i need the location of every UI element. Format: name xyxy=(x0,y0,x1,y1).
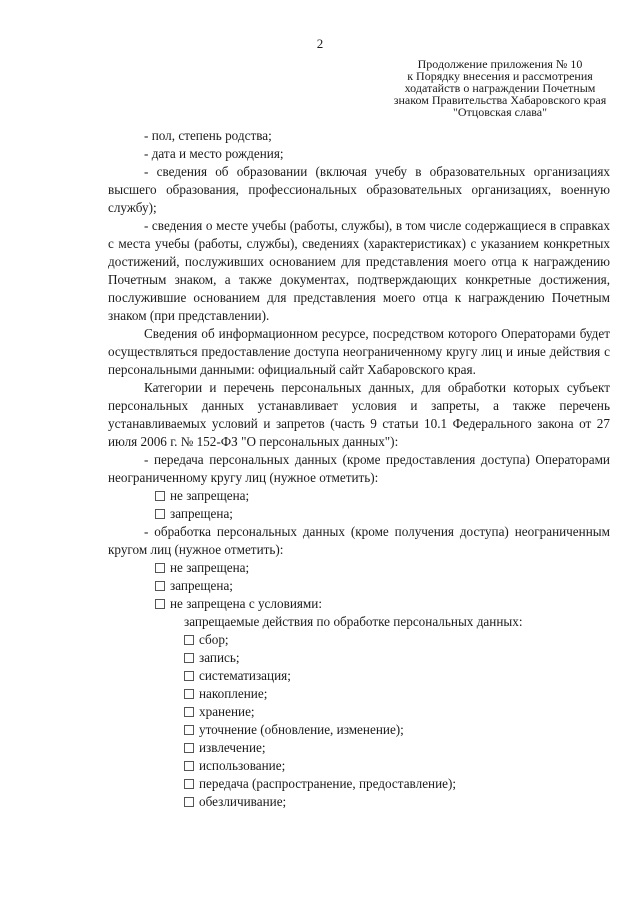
checkbox-icon[interactable] xyxy=(184,779,194,789)
checkbox-label: передача (распространение, предоставление); xyxy=(199,776,457,791)
checkbox-icon[interactable] xyxy=(184,797,194,807)
checkbox-icon[interactable] xyxy=(155,491,165,501)
checkbox-action-accumulation[interactable] xyxy=(184,685,610,703)
checkbox-icon[interactable] xyxy=(184,671,194,681)
checkbox-processing-conditional[interactable] xyxy=(155,595,610,613)
header-line: "Отцовская слава" xyxy=(452,105,548,119)
checkbox-label: хранение; xyxy=(199,704,255,719)
document-body xyxy=(108,127,610,811)
checkbox-label: систематизация; xyxy=(199,668,291,683)
categories-paragraph: Категории и перечень персональных данных, для обработки которых субъект персональных данных устанавливает условия и запреты, а также перечень устанавливаемых условий и запретов (часть 9 статьи 10.1 Федерального закона от 27 июля 2006 г. № 152-ФЗ "О персональных данных"): xyxy=(108,380,610,449)
checkbox-action-storage[interactable] xyxy=(184,703,610,721)
checkbox-label: обезличивание; xyxy=(199,794,287,809)
checkbox-transfer-not-prohibited[interactable] xyxy=(155,487,610,505)
checkbox-action-clarification[interactable] xyxy=(184,721,610,739)
checkbox-icon[interactable] xyxy=(184,761,194,771)
checkbox-icon[interactable] xyxy=(184,653,194,663)
checkbox-action-anonymization[interactable] xyxy=(184,793,610,811)
checkbox-icon[interactable] xyxy=(155,599,165,609)
checkbox-label: использование; xyxy=(199,758,286,773)
appendix-header xyxy=(380,58,620,118)
checkbox-icon[interactable] xyxy=(184,635,194,645)
checkbox-processing-not-prohibited[interactable] xyxy=(155,559,610,577)
info-resource-paragraph: Сведения об информационном ресурсе, посредством которого Операторами будет осуществляться предоставление доступа неограниченному кругу лиц и иные действия с персональными данными: официальный сайт Хабаровского края. xyxy=(108,326,610,377)
prohibited-actions-title: запрещаемые действия по обработке персональных данных: xyxy=(184,614,523,629)
checkbox-label: извлечение; xyxy=(199,740,266,755)
checkbox-label: запись; xyxy=(199,650,240,665)
checkbox-label: не запрещена; xyxy=(170,488,250,503)
header-line: ходатайств о награждении Почетным xyxy=(404,81,596,95)
checkbox-icon[interactable] xyxy=(155,509,165,519)
list-item: - пол, степень родства; xyxy=(144,128,272,143)
checkbox-action-extraction[interactable] xyxy=(184,739,610,757)
checkbox-label: не запрещена; xyxy=(170,560,250,575)
checkbox-icon[interactable] xyxy=(155,563,165,573)
checkbox-label: не запрещена с условиями: xyxy=(170,596,323,611)
header-line: знаком Правительства Хабаровского края xyxy=(393,93,607,107)
checkbox-label: накопление; xyxy=(199,686,268,701)
page-number: 2 xyxy=(316,36,324,51)
checkbox-label: сбор; xyxy=(199,632,229,647)
checkbox-action-systematization[interactable] xyxy=(184,667,610,685)
checkbox-icon[interactable] xyxy=(184,707,194,717)
checkbox-label: уточнение (обновление, изменение); xyxy=(199,722,404,737)
checkbox-label: запрещена; xyxy=(170,506,233,521)
list-item: - дата и место рождения; xyxy=(144,146,284,161)
header-line: к Порядку внесения и рассмотрения xyxy=(407,69,593,83)
checkbox-label: запрещена; xyxy=(170,578,233,593)
checkbox-action-collection[interactable] xyxy=(184,631,610,649)
processing-paragraph: - обработка персональных данных (кроме получения доступа) неограниченным кругом лиц (нужное отметить): xyxy=(108,524,610,557)
checkbox-icon[interactable] xyxy=(184,743,194,753)
list-item: - сведения об образовании (включая учебу в образовательных организациях высшего образования, профессиональных образовательных организациях, военную службу); xyxy=(108,164,610,215)
list-item: - сведения о месте учебы (работы, службы), в том числе содержащиеся в справках с места учебы (работы, службы), сведениях (характеристиках) с указанием конкретных достижений, послуживших основанием для представления моего отца к награждению Почетным знаком, а также документах, подтверждающих конкретные достижения, послужившие основанием для представления моего отца к награждению Почетным знаком (при представлении). xyxy=(108,218,610,323)
header-line: Продолжение приложения № 10 xyxy=(417,57,583,71)
checkbox-icon[interactable] xyxy=(184,725,194,735)
checkbox-icon[interactable] xyxy=(184,689,194,699)
checkbox-processing-prohibited[interactable] xyxy=(155,577,610,595)
checkbox-action-transfer[interactable] xyxy=(184,775,610,793)
checkbox-action-use[interactable] xyxy=(184,757,610,775)
checkbox-action-recording[interactable] xyxy=(184,649,610,667)
transfer-paragraph: - передача персональных данных (кроме предоставления доступа) Операторами неограниченному кругу лиц (нужное отметить): xyxy=(108,452,610,485)
checkbox-transfer-prohibited[interactable] xyxy=(155,505,610,523)
checkbox-icon[interactable] xyxy=(155,581,165,591)
